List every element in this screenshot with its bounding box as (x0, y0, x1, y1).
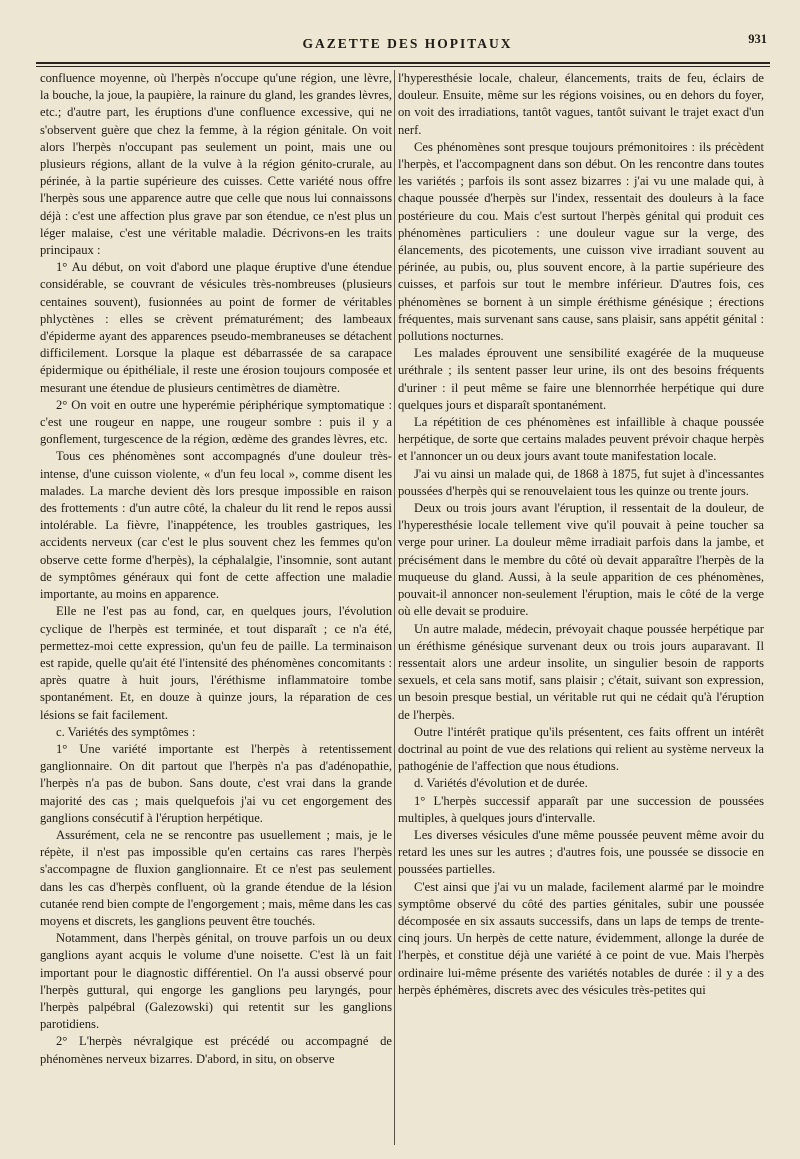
paragraph: Les diverses vésicules d'une même poussée peuvent même avoir du retard les unes sur les autres ; d'autres fois, une poussée se dissocie en poussées partielles. (398, 827, 764, 877)
header-rule (36, 62, 770, 64)
paragraph: Outre l'intérêt pratique qu'ils présentent, ces faits offrent un intérêt doctrinal au point de vue des relations qui relient au système nerveux la pathogénie de l'affection que nous étudions. (398, 724, 764, 774)
paragraph: 1° Au début, on voit d'abord une plaque éruptive d'une étendue considérable, se couvrant de vésicules très-nombreuses (plusieurs centaines souvent), fusionnées au point de former de véritables phlyctènes : elles se crèvent prématurément; des lambeaux d'épiderme ayant des apparences pseudo-membraneuses se détachent difficilement. Lorsque la plaque est débarrassée de sa carapace épidermique ou épithéliale, il reste une érosion toujours composée et mesurant une étendue de plusieurs centimètres de diamètre. (40, 260, 392, 395)
paragraph: 2° L'herpès névralgique est précédé ou accompagné de phénomènes nerveux bizarres. D'abord, in situ, on observe (40, 1034, 392, 1066)
paragraph: Ces phénomènes sont presque toujours prémonitoires : ils précèdent l'herpès, et l'accompagnent dans son début. On les rencontre dans toutes les variétés ; parfois ils sont assez bizarres : j'ai vu une malade qui, à chaque poussée d'herpès sur l'index, ressentait des douleurs à la face postérieure du cou. Mais c'est surtout l'herpès génital qui produit ces phénomènes particuliers : une douleur vague sur la verge, des élancements, des picotements, une cuisson vive irradiant souvent au périnée, au pubis, ou, plus souvent encore, à la partie supérieure des cuisses, et parfois sur tout le membre inférieur. D'autres fois, ces phénomènes se bornent à un simple éréthisme génésique ; érections fréquentes, mais survenant sans cause, sans plaisir, sans appétit génital : pollutions nocturnes. (398, 139, 764, 344)
paragraph: Notamment, dans l'herpès génital, on trouve parfois un ou deux ganglions ayant acquis le volume d'une noisette. C'est là un fait important pour le diagnostic différentiel. On l'a aussi observé pour l'herpès guttural, qui engorge les ganglions peu laryngés, pour l'herpès palpébral (Galezowski) qui retentit sur les ganglions parotidiens. (40, 931, 392, 1032)
paragraph: confluence moyenne, où l'herpès n'occupe qu'une région, une lèvre, la bouche, la joue, la paupière, la rainure du gland, les grandes lèvres, etc.; d'autre part, les éruptions d'une confluence excessive, qui ne s'observent guère que chez la femme, à la région génitale. On voit alors l'herpès n'occupant pas seulement un point, mais une ou plusieurs régions, allant de la vulve à la région génito-crurale, au périnée, à la partie supérieure des cuisses. Cette variété nous offre l'herpès sous une apparence autre que celle que nous lui connaissons déjà : c'est une affection plus grave par son étendue, ce n'est plus un léger malaise, c'est une véritable maladie. Décrivons-en les traits principaux : (40, 71, 392, 258)
paragraph: l'hyperesthésie locale, chaleur, élancements, traits de feu, éclairs de douleur. Ensuite, même sur les régions voisines, ou en dehors du foyer, on voit des irradiations, tantôt vagues, tantôt suivant le trajet exact d'un nerf. (398, 71, 764, 137)
paragraph: Les malades éprouvent une sensibilité exagérée de la muqueuse uréthrale ; ils sentent passer leur urine, ils ont des besoins fréquents d'uriner : il peut même se faire une blennorrhée herpétique qui dure quelques jours et disparaît spontanément. (398, 346, 764, 412)
paragraph: Deux ou trois jours avant l'éruption, il ressentait de la douleur, de l'hyperesthésie locale tellement vive qu'il pouvait à peine toucher sa verge pour uriner. La douleur même irradiait parfois dans la jambe, et précisément dans le membre du côté où devait apparaître l'herpès de la muqueuse du gland. Aussi, à la seule apparition de ces phénomènes, pouvait-il annoncer non-seulement l'éruption, mais le côté de la verge où elle devait se produire. (398, 501, 764, 619)
right-column (398, 70, 764, 1145)
paragraph: 1° Une variété importante est l'herpès à retentissement ganglionnaire. On dit partout que l'herpès n'a pas d'adénopathie, l'herpès n'a pas de bubon. Sans doute, c'est vrai dans la grande majorité des cas ; mais quelquefois j'ai vu cet engorgement des ganglions consécutif à l'éruption herpétique. (40, 741, 392, 825)
paragraph: 1° L'herpès successif apparaît par une succession de poussées multiples, à quelques jours d'intervalle. (398, 793, 764, 825)
paragraph: C'est ainsi que j'ai vu un malade, facilement alarmé par le moindre symptôme observé du côté des parties génitales, subir une poussée décomposée en six assauts successifs, dans un laps de temps de trente-cinq jours. Un herpès de cette nature, évidemment, allonge la durée de l'herpès, et constitue déjà une variété à ce point de vue. Mais l'herpès ordinaire lui-même présente des variétés notables de durée : il y a des herpès éphémères, discrets avec des vésicules très-petites qui (398, 879, 764, 997)
header-rule-thin (36, 66, 770, 67)
paragraph: La répétition de ces phénomènes est infaillible à chaque poussée herpétique, de sorte que certains malades peuvent prévoir chaque herpès et l'annoncer un ou deux jours avant toute manifestation locale. (398, 415, 764, 464)
page-header (40, 32, 775, 60)
left-column (40, 70, 392, 1145)
page-number: 931 (748, 32, 767, 46)
section-heading: c. Variétés des symptômes : (56, 724, 196, 739)
paragraph: 2° On voit en outre une hyperémie périphérique symptomatique : c'est une rougeur en nappe, une rougeur sombre : puis il y a gonflement, turgescence de la région, œdème des grandes lèvres, etc. (40, 397, 392, 447)
paragraph: Assurément, cela ne se rencontre pas usuellement ; mais, je le répète, il n'est pas impossible qu'en certains cas rares l'herpès s'accompagne de fluxion ganglionnaire. Et ce n'est pas seulement dans les cas d'herpès confluent, où la grande étendue de la lésion cutanée rend bien compte de l'engorgement ; mais, même dans les cas moyens et discrets, les ganglions peuvent être touchés. (40, 827, 392, 928)
journal-title: GAZETTE DES HOPITAUX (302, 36, 513, 51)
section-heading: d. Variétés d'évolution et de durée. (414, 776, 588, 791)
paragraph: Un autre malade, médecin, prévoyait chaque poussée herpétique par un éréthisme génésique survenant deux ou trois jours auparavant. Il ressentait alors une ardeur insolite, un singulier besoin de rapports sexuels, et cela sans motif, sans plaisir ; c'était, suivant son expression, un besoin presque bestial, un véritable rut qui ne cédait qu'à l'éruption de l'herpès. (398, 621, 764, 722)
column-divider (394, 70, 395, 1145)
paragraph: Tous ces phénomènes sont accompagnés d'une douleur très-intense, d'une cuisson violente, « d'un feu local », comme disent les malades. La marche devient dès lors presque impossible en raison des frottements : d'un autre côté, la chaleur du lit rend le repos aussi intolérable. La fièvre, l'inappétence, les troubles gastriques, les accidents nerveux (car c'est le plus souvent chez les femmes qu'on observe cette forme d'herpès), la céphalalgie, l'insomnie, sont autant de symptômes généraux qui font de cette affection une maladie importante, au moins en apparence. (40, 449, 392, 602)
paragraph: J'ai vu ainsi un malade qui, de 1868 à 1875, fut sujet à d'incessantes poussées d'herpès qui se renouvelaient tous les quinze ou trente jours. (398, 466, 764, 498)
paragraph: Elle ne l'est pas au fond, car, en quelques jours, l'évolution cyclique de l'herpès est terminée, et tout disparaît ; ce n'a été, permettez-moi cette expression, qu'un feu de paille. La terminaison est rapide, quelle qu'ait été l'intensité des phénomènes concomitants : après quatre à huit jours, l'éréthisme inflammatoire tombe spontanément. Et, en douze à quinze jours, la réparation de ces lésions se fait facilement. (40, 604, 392, 722)
